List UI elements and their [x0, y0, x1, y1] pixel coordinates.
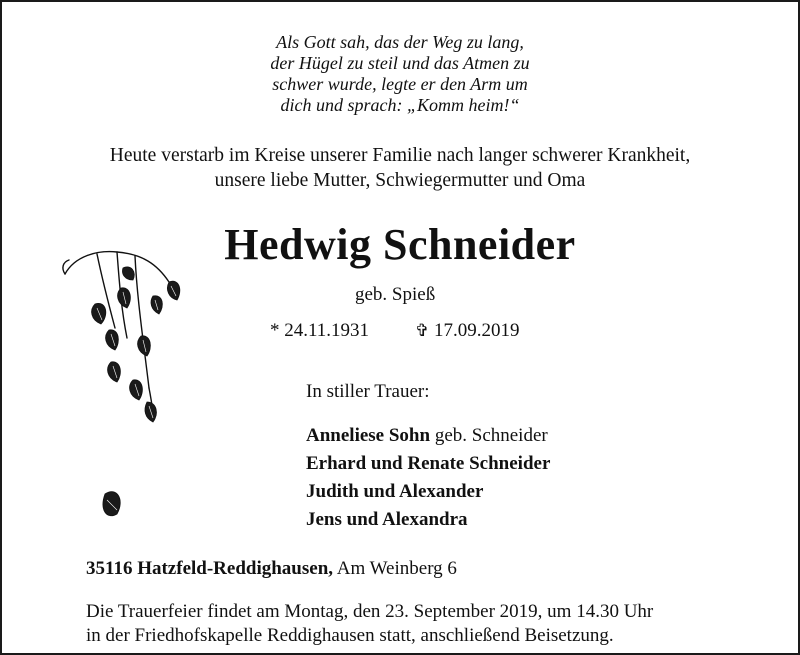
mourner-note: geb. Schneider — [430, 425, 548, 446]
service-line: Die Trauerfeier findet am Montag, den 23. September 2019, um 14.30 Uhr — [86, 601, 654, 622]
leaf-branch-illustration — [57, 238, 197, 538]
family-address — [86, 558, 457, 580]
funeral-service-info — [86, 600, 653, 648]
maiden-name: geb. Spieß — [355, 284, 436, 305]
mourner-name: Judith und Alexander — [306, 481, 484, 502]
poem-line: der Hügel zu steil und das Atmen zu — [270, 53, 530, 73]
cross-icon: ✞ — [415, 321, 430, 340]
intro-line: unsere liebe Mutter, Schwiegermutter und Oma — [214, 170, 586, 191]
poem-line: schwer wurde, legte er den Arm um — [272, 74, 528, 94]
poem-line: Als Gott sah, das der Weg zu lang, — [276, 32, 524, 52]
mourner-name: Erhard und Renate Schneider — [306, 453, 551, 474]
address-street: Am Weinberg 6 — [333, 558, 457, 579]
death-date: 17.09.2019 — [434, 320, 520, 341]
intro-line: Heute verstarb im Kreise unserer Familie nach langer schwerer Krankheit, — [109, 145, 691, 166]
mourner-name: Jens und Alexandra — [306, 509, 468, 530]
mourning-heading: In stiller Trauer: — [306, 381, 430, 402]
birth-date: * 24.11.1931 — [270, 320, 370, 341]
service-line: in der Friedhofskapelle Reddighausen statt, anschließend Beisetzung. — [86, 625, 614, 646]
address-place: 35116 Hatzfeld-Reddighausen, — [86, 558, 334, 579]
announcement-intro — [2, 143, 798, 193]
mourners-list — [306, 422, 550, 534]
poem — [2, 32, 798, 116]
deceased-name: Hedwig Schneider — [224, 220, 576, 269]
death-date-group — [415, 320, 520, 342]
mourner-row — [306, 422, 550, 450]
mourner-row — [306, 450, 550, 478]
mourner-row — [306, 506, 550, 534]
mourner-row — [306, 478, 550, 506]
mourner-name: Anneliese Sohn — [306, 425, 431, 446]
poem-line: dich und sprach: „Komm heim!“ — [280, 95, 520, 115]
